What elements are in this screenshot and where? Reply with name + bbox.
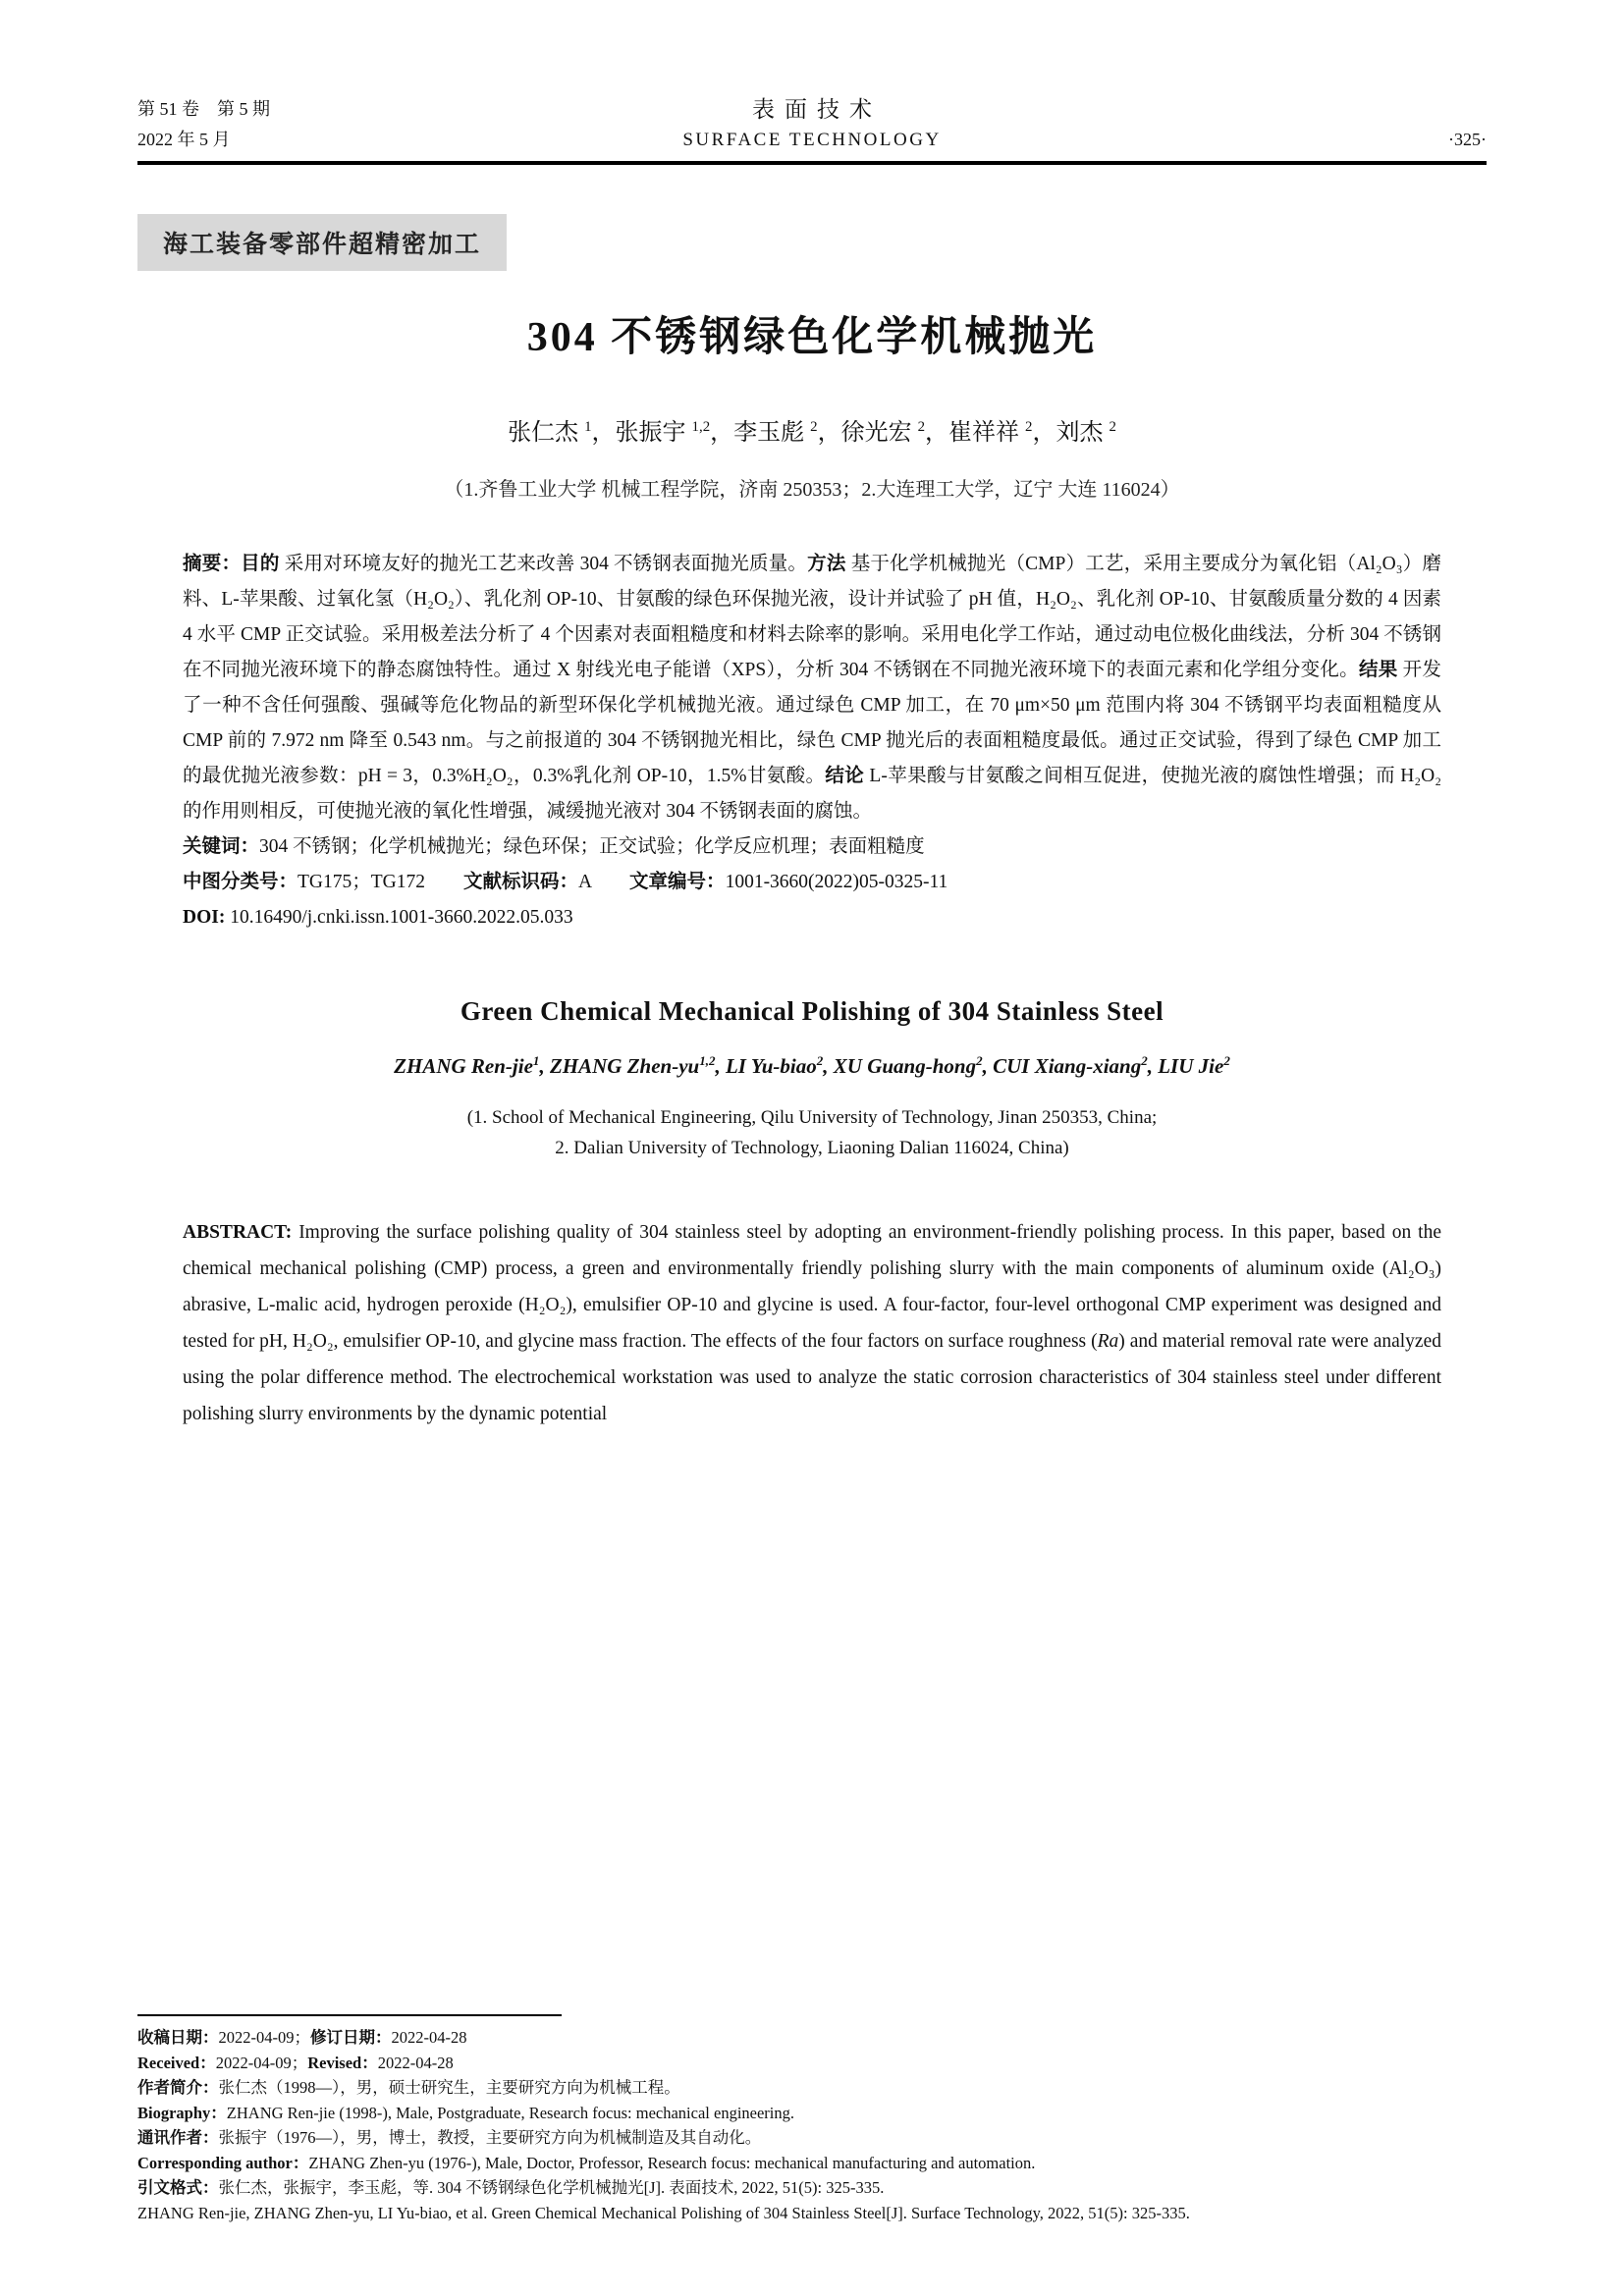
text-segment: 1 bbox=[532, 1053, 540, 1068]
header-page-number-block bbox=[942, 94, 1487, 155]
clc-line bbox=[183, 865, 1441, 900]
text-segment: 1001-3660(2022)05-0325-11 bbox=[725, 872, 948, 892]
text-segment: 304 不锈钢；化学机械抛光；绿色环保；正交试验；化学反应机理；表面粗糙度 bbox=[259, 836, 925, 857]
text-segment: 修订日期： bbox=[310, 2028, 392, 2047]
article-title-cn: 304 不锈钢绿色化学机械抛光 bbox=[526, 315, 1098, 360]
text-segment: 结果 bbox=[1358, 660, 1398, 680]
doi-line bbox=[183, 900, 1441, 935]
text-segment: 中图分类号： bbox=[183, 872, 298, 892]
text-segment: 作者简介： bbox=[137, 2078, 219, 2097]
keywords-line bbox=[183, 829, 1441, 865]
footnote-rule bbox=[137, 2014, 562, 2016]
volume-issue: 第 51 卷 第 5 期 bbox=[137, 99, 270, 119]
text-segment: Corresponding author： bbox=[137, 2153, 309, 2172]
text-segment: ZHANG Ren-jie (1998-), Male, Postgraduate, Research focus: mechanical engineering. bbox=[226, 2103, 794, 2122]
text-segment: A bbox=[578, 872, 630, 892]
text-segment: 收稿日期： bbox=[137, 2028, 219, 2047]
text-segment: L-苹果酸与甘氨酸之间相互促进，使抛光液的腐蚀性增强；而 H₂O₂ 的作用则相反，可使抛光液的氧化性增强，减缓抛光液对 304 不锈钢表面的腐蚀。 bbox=[183, 766, 1441, 822]
text-segment: 开发了一种不含任何强酸、强碱等危化物品的新型环保化学机械抛光液。通过绿色 CMP 加工，在 70 μm×50 μm 范围内将 304 不锈钢平均表面粗糙度从 CMP 前的 7.972 nm 降至 0.543 nm。与之前报道的 304 不锈钢抛光相比，绿色 CMP 抛光后的表面粗糙度最低。通过正交试验，得到了绿色 CMP 加工的最优抛光液参数：pH = 3，0.3%H₂O₂，0.3%乳化剂 OP-10，1.5%甘氨酸。 bbox=[183, 660, 1441, 786]
footnote-corresponding-cn bbox=[137, 2125, 1487, 2151]
text-segment: ，徐光宏 bbox=[817, 420, 918, 446]
affiliation-en-block bbox=[137, 1102, 1487, 1163]
header-issue-block bbox=[137, 94, 682, 155]
journal-title-en: SURFACE TECHNOLOGY bbox=[682, 130, 942, 150]
authors-cn bbox=[137, 412, 1487, 447]
text-segment: 2 bbox=[1223, 1053, 1230, 1068]
text-segment: TG175；TG172 bbox=[298, 872, 464, 892]
text-segment: 2 bbox=[976, 1053, 983, 1068]
text-segment: , LI Yu-biao bbox=[715, 1054, 817, 1078]
text-segment: 2022-04-09； bbox=[215, 2053, 308, 2072]
text-segment: 结论 bbox=[825, 766, 865, 786]
issue-date: 2022 年 5 月 bbox=[137, 130, 231, 149]
footnote-biography-en bbox=[137, 2101, 1487, 2126]
text-segment: 关键词： bbox=[183, 836, 260, 857]
text-segment: 文章编号： bbox=[629, 872, 726, 892]
text-segment: ZHANG Ren-jie, ZHANG Zhen-yu, LI Yu-biao, et al. Green Chemical Mechanical Polishing of 304 Stainless Steel[J]. Surface Technology, 2022, 51(5): 325-335. bbox=[137, 2203, 1190, 2222]
text-segment: ，李玉彪 bbox=[710, 420, 811, 446]
text-segment: 2 bbox=[917, 419, 926, 435]
footnote-citation-cn bbox=[137, 2175, 1487, 2201]
text-segment: 张仁杰 bbox=[508, 420, 585, 446]
text-segment: 目的 bbox=[241, 554, 280, 574]
footnote-citation-en bbox=[137, 2201, 1487, 2226]
text-segment: 2 bbox=[1025, 419, 1033, 435]
journal-title-cn: 表面技术 bbox=[752, 97, 882, 122]
footnote-received-cn bbox=[137, 2025, 1487, 2051]
text-segment: 2 bbox=[1109, 419, 1116, 435]
footnote-block bbox=[137, 2014, 1487, 2225]
header-rule bbox=[137, 161, 1487, 165]
text-segment: ABSTRACT: bbox=[183, 1222, 299, 1243]
text-segment: , XU Guang-hong bbox=[823, 1054, 977, 1078]
text-segment: , ZHANG Zhen-yu bbox=[539, 1054, 700, 1078]
text-segment: 通讯作者： bbox=[137, 2128, 219, 2147]
text-segment: 1,2 bbox=[691, 419, 711, 435]
text-segment: 2 bbox=[810, 419, 818, 435]
text-segment: 张仁杰（1998—），男，硕士研究生，主要研究方向为机械工程。 bbox=[218, 2078, 680, 2097]
abstract-en bbox=[183, 1214, 1441, 1432]
text-segment: DOI: bbox=[183, 907, 226, 928]
text-segment: Biography： bbox=[137, 2103, 227, 2122]
footnote-corresponding-en bbox=[137, 2151, 1487, 2176]
text-segment: 基于化学机械抛光（CMP）工艺，采用主要成分为氧化铝（Al₂O₃）磨料、L-苹果酸、过氧化氢（H₂O₂）、乳化剂 OP-10、甘氨酸的绿色环保抛光液，设计并试验了 pH 值，H₂O₂、乳化剂 OP-10、甘氨酸质量分数的 4 因素 4 水平 CMP 正交试验。采用极差法分析了 4 个因素对表面粗糙度和材料去除率的影响。采用电化学工作站，通过动电位极化曲线法，分析 304 不锈钢在不同抛光液环境下的静态腐蚀特性。通过 X 射线光电子能谱（XPS），分析 304 不锈钢在不同抛光液环境下的表面元素和化学组分变化。 bbox=[183, 554, 1441, 680]
text-segment: 1 bbox=[584, 419, 592, 435]
text-segment: Received： bbox=[137, 2053, 216, 2072]
journal-title-block bbox=[682, 94, 941, 155]
text-segment: 2022-04-28 bbox=[391, 2028, 467, 2047]
abstract-cn-block bbox=[183, 547, 1441, 935]
text-segment: 10.16490/j.cnki.issn.1001-3660.2022.05.033 bbox=[225, 907, 573, 928]
text-segment: ，张振宇 bbox=[591, 420, 692, 446]
text-segment: ，崔祥祥 bbox=[925, 420, 1026, 446]
affiliation-en-line1: (1. School of Mechanical Engineering, Qilu University of Technology, Jinan 250353, China; bbox=[466, 1107, 1158, 1128]
text-segment: 2022-04-28 bbox=[377, 2053, 454, 2072]
text-segment: ZHANG Ren-jie bbox=[394, 1054, 533, 1078]
text-segment: 张仁杰，张振宇，李玉彪，等. 304 不锈钢绿色化学机械抛光[J]. 表面技术, 2022, 51(5): 325-335. bbox=[218, 2178, 885, 2197]
text-segment: 引文格式： bbox=[137, 2178, 219, 2197]
text-segment: ) and material removal rate were analyzed using the polar difference method. The electrochemical workstation was used to analyze the static corrosion characteristics of 304 stainless steel under different polishing slurry environments by the dynamic potential bbox=[183, 1331, 1441, 1424]
text-segment: ZHANG Zhen-yu (1976-), Male, Doctor, Professor, Research focus: mechanical manufacturing and automation. bbox=[308, 2153, 1036, 2172]
text-segment: 2022-04-09； bbox=[218, 2028, 310, 2047]
authors-en bbox=[137, 1054, 1487, 1079]
column-badge: 海工装备零部件超精密加工 bbox=[137, 214, 507, 271]
affiliation-en-line2: 2. Dalian University of Technology, Liaoning Dalian 116024, China) bbox=[555, 1138, 1069, 1158]
abstract-cn bbox=[183, 547, 1441, 829]
text-segment: 2 bbox=[1141, 1053, 1148, 1068]
text-segment: , LIU Jie bbox=[1147, 1054, 1224, 1078]
header-spacer bbox=[942, 94, 1487, 125]
text-segment: 1,2 bbox=[699, 1053, 716, 1068]
text-segment: Revised： bbox=[307, 2053, 378, 2072]
text-segment: 采用对环境友好的抛光工艺来改善 304 不锈钢表面抛光质量。 bbox=[279, 554, 808, 574]
affiliation-cn: （1.齐鲁工业大学 机械工程学院，济南 250353；2.大连理工大学，辽宁 大连 116024） bbox=[444, 479, 1180, 501]
text-segment: , CUI Xiang-xiang bbox=[982, 1054, 1142, 1078]
footnote-biography-cn bbox=[137, 2075, 1487, 2101]
article-title-en: Green Chemical Mechanical Polishing of 304 Stainless Steel bbox=[460, 996, 1164, 1026]
journal-header bbox=[137, 94, 1487, 155]
text-segment: 2 bbox=[816, 1053, 824, 1068]
text-segment: ，刘杰 bbox=[1032, 420, 1110, 446]
text-segment: Ra bbox=[1097, 1331, 1119, 1352]
footnote-received-en bbox=[137, 2051, 1487, 2076]
page-number: ·325· bbox=[1448, 130, 1487, 149]
text-segment: 方法 bbox=[807, 554, 846, 574]
text-segment: 摘要： bbox=[183, 554, 242, 574]
text-segment: 张振宇（1976—），男，博士，教授，主要研究方向为机械制造及其自动化。 bbox=[218, 2128, 762, 2147]
text-segment: Improving the surface polishing quality of 304 stainless steel by adopting an environment-friendly polishing process. In this paper, based on the chemical mechanical polishing (CMP) process, a green and environmentally friendly polishing slurry with the main components of aluminum oxide (Al₂O₃) abrasive, L-malic acid, hydrogen peroxide (H₂O₂), emulsifier OP-10 and glycine is used. A four-factor, four-level orthogonal CMP experiment was designed and tested for pH, H₂O₂, emulsifier OP-10, and glycine mass fraction. The effects of the four factors on surface roughness ( bbox=[183, 1222, 1441, 1352]
text-segment: 文献标识码： bbox=[463, 872, 579, 892]
